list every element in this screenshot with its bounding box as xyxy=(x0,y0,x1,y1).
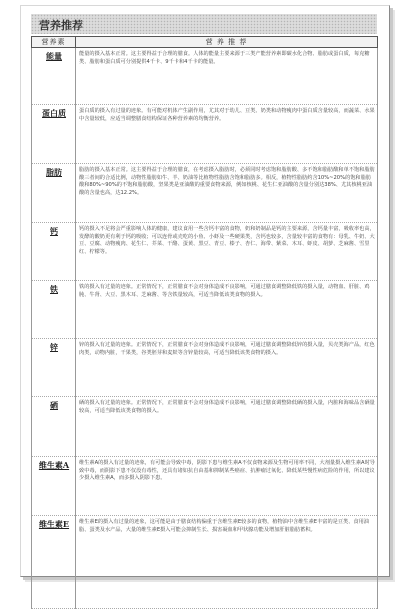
column-header-nutrient: 营养素 xyxy=(32,37,76,48)
nutrient-name: 蛋白质 xyxy=(42,108,66,118)
recommendation-text: 维生素E的摄入有过量的迹象，这可能是由于膳食结构偏重于含维生素E较多的食物，植物油中含维生素E丰富的是豆类、食用油脂、蛋类及水产品，大量的维生素E摄入可能会抑制生长、损害凝血和甲状腺功能及增加肝脏脂肪蓄积。 xyxy=(76,516,378,609)
nutrient-name-cell xyxy=(32,48,76,105)
nutrient-name-cell xyxy=(32,105,76,164)
nutrient-name: 维生素A xyxy=(38,460,70,470)
table-row xyxy=(32,397,378,457)
nutrient-name: 硒 xyxy=(50,400,58,410)
nutrient-name-cell xyxy=(32,457,76,516)
table-row xyxy=(32,164,378,223)
nutrient-name-cell xyxy=(32,223,76,281)
table-row xyxy=(32,281,378,339)
nutrient-name-cell xyxy=(32,397,76,457)
nutrient-name: 能量 xyxy=(46,51,62,61)
recommendation-text: 脂肪的摄入基本正常。这主要得益于合理的膳食，在考虑摄入脂肪时，必须同时考虑饱和脂肪酸、多不饱和脂肪酸和单不饱和脂肪酸三者间的合适比例，动物性脂肪如牛、羊、奶油等比植物性脂肪含饱和脂肪多。相反，植物性脂肪约含10%~20%的饱和脂肪酸和80%~90%的不饱和脂肪酸，坚果类是亚油酸的重要食物来源，例如核桃、花生仁亚油酸的含量分别达38%、尤其核桃亚油酸的含量也高，达12.2%。 xyxy=(76,164,378,223)
column-header-recommendation: 营 养 推 荐 xyxy=(76,37,378,48)
report-page xyxy=(20,5,390,577)
nutrient-name-cell xyxy=(32,281,76,339)
recommendation-text: 锌的摄入有过量的迹象。正常情况下，正常膳食不会对身体造成不良影响，可通过膳食调整降低锌的摄入量，贝壳类海产品，红色肉类，动物内脏，干果类，谷类胚芽和麦麸等含锌量较高，可适当降低该类食物的摄入。 xyxy=(76,339,378,397)
table-header-row xyxy=(32,37,378,48)
recommendation-text: 能量的摄入基本正常。这主要得益于合理的膳食。人体的能量主要来源于三类产能营养素即碳水化合物、脂肪或蛋白质，每克糖类、脂肪和蛋白质可分别提供4千卡、9千卡和4千卡的能量。 xyxy=(76,48,378,105)
nutrient-name: 锌 xyxy=(50,342,58,352)
nutrition-table xyxy=(31,36,378,609)
recommendation-text: 钙的摄入不足将会严重影响人体的健康，建议食用一些含钙丰富的食物，奶和奶制品是钙的主要来源，含钙量丰富，吸收率也高，发酵的酸奶更有利于钙的吸收；可以连骨或壳吃的小鱼、小虾及一些硬果类，含钙也较多，含量较丰富的食物有：母乳、牛奶、大豆、豆腐、动物瘦肉、花生仁、芥菜、干酪、蛋黄、黑豆、青豆、榛子、杏仁、海带、紫菜、木耳、虾皮、胡萝、芝麻酱、雪里红、柠檬等。 xyxy=(76,223,378,281)
nutrient-name-cell xyxy=(32,339,76,397)
table-row xyxy=(32,48,378,105)
recommendation-text: 铁的摄入有过量的迹象。正常情况下，正常膳食不会对身体造成不良影响，可通过膳食调整降低铁的摄入量，动物血、肝脏、鸡肫、牛肾、大豆、黑木耳、芝麻酱、等含铁量较高，可适当降低该类食物的摄入。 xyxy=(76,281,378,339)
nutrient-name-cell xyxy=(32,164,76,223)
section-title: 营养推荐 xyxy=(39,19,83,32)
table-row xyxy=(32,339,378,397)
nutrient-name: 铁 xyxy=(50,284,58,294)
table-row xyxy=(32,223,378,281)
table-row xyxy=(32,105,378,164)
section-header xyxy=(31,14,377,34)
nutrient-name: 维生素E xyxy=(38,519,70,529)
recommendation-text: 硒的摄入有过量的迹象。正常情况下，正常膳食不会对身体造成不良影响，可通过膳食调整降低硒的摄入量，内脏和海味品含硒量较高，可适当降低该类食物的摄入。 xyxy=(76,397,378,457)
nutrient-name-cell xyxy=(32,516,76,609)
recommendation-text: 蛋白质的摄入有过量的迹象。有可能对机体产生副作用，尤其对于幼儿、豆类、奶类和动物瘦肉中蛋白质含量较高，而蔬菜、水果中含量较低，应适当调整膳食结构保证各种营养素的均衡营养。 xyxy=(76,105,378,164)
nutrient-name: 钙 xyxy=(50,226,58,236)
nutrient-name: 脂肪 xyxy=(46,167,62,177)
table-row xyxy=(32,457,378,516)
recommendation-text: 维生素A的摄入有过量的迹象，有可能会导致中毒，阴影下患与维生素A不仅食物来源及生物可用率不同，大剂量摄入维生素A时导致中毒，而阴影下患不仅没有毒性，还具有诸如抗自由基和抑制某些癌症、抗肿瘤过氧化、降低某些慢性病危险的作用，所以建议少摄入维生素A，而多摄入阴影下患。 xyxy=(76,457,378,516)
table-row xyxy=(32,516,378,609)
